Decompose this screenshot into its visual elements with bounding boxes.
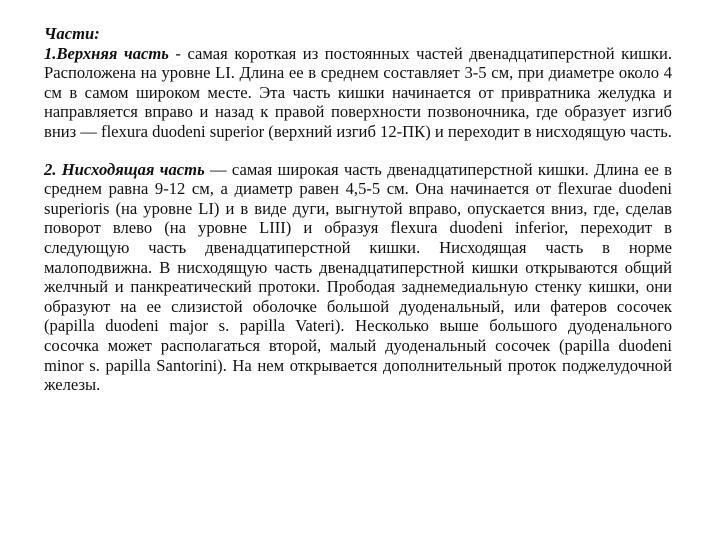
section-text-superior: - самая короткая из постоянных частей двенадцатиперстной кишки. Расположена на уровне LI. Длина ее в среднем составляет 3-5 см, при диаметре около 4 см в самом широком месте. Эта часть кишки начинается от привратника желудка и направляется вправо и назад к правой поверхности позвоночника, где образует изгиб вниз — flexura duodeni superior (верхний изгиб 12-ПК) и переходит в нисходящую часть. <box>44 43 672 141</box>
section-descending-part <box>44 160 672 395</box>
section-title-superior: 1.Верхняя часть <box>44 43 169 63</box>
document-page <box>44 24 672 395</box>
section-title-descending: 2. Нисходящая часть <box>44 159 205 179</box>
parts-heading: Части: <box>44 24 100 43</box>
section-superior-part <box>44 44 672 142</box>
section-text-descending: — самая широкая часть двенадцатиперстной кишки. Длина ее в среднем равна 9-12 см, а диаметр равен 4,5-5 см. Она начинается от flexurae duodeni superioris (на уровне LI) и в виде дуги, выгнутой вправо, опускается вниз, где, сделав поворот влево (на уровне LIII) и образуя flexura duodeni inferior, переходит в следующую часть двенадцатиперстной кишки. Нисходящая часть в норме малоподвижна. В нисходящую часть двенадцатиперстной кишки открываются общий желчный и панкреатический протоки. Прободая заднемедиальную стенку кишки, они образуют на ее слизистой оболочке большой дуоденальный, или фатеров сосочек (papilla duodeni major s. papilla Vateri). Несколько выше большого дуоденального сосочка может располагаться второй, малый дуоденальный сосочек (papilla duodeni minor s. papilla Santorini). На нем открывается дополнительный проток поджелудочной железы. <box>44 159 673 395</box>
